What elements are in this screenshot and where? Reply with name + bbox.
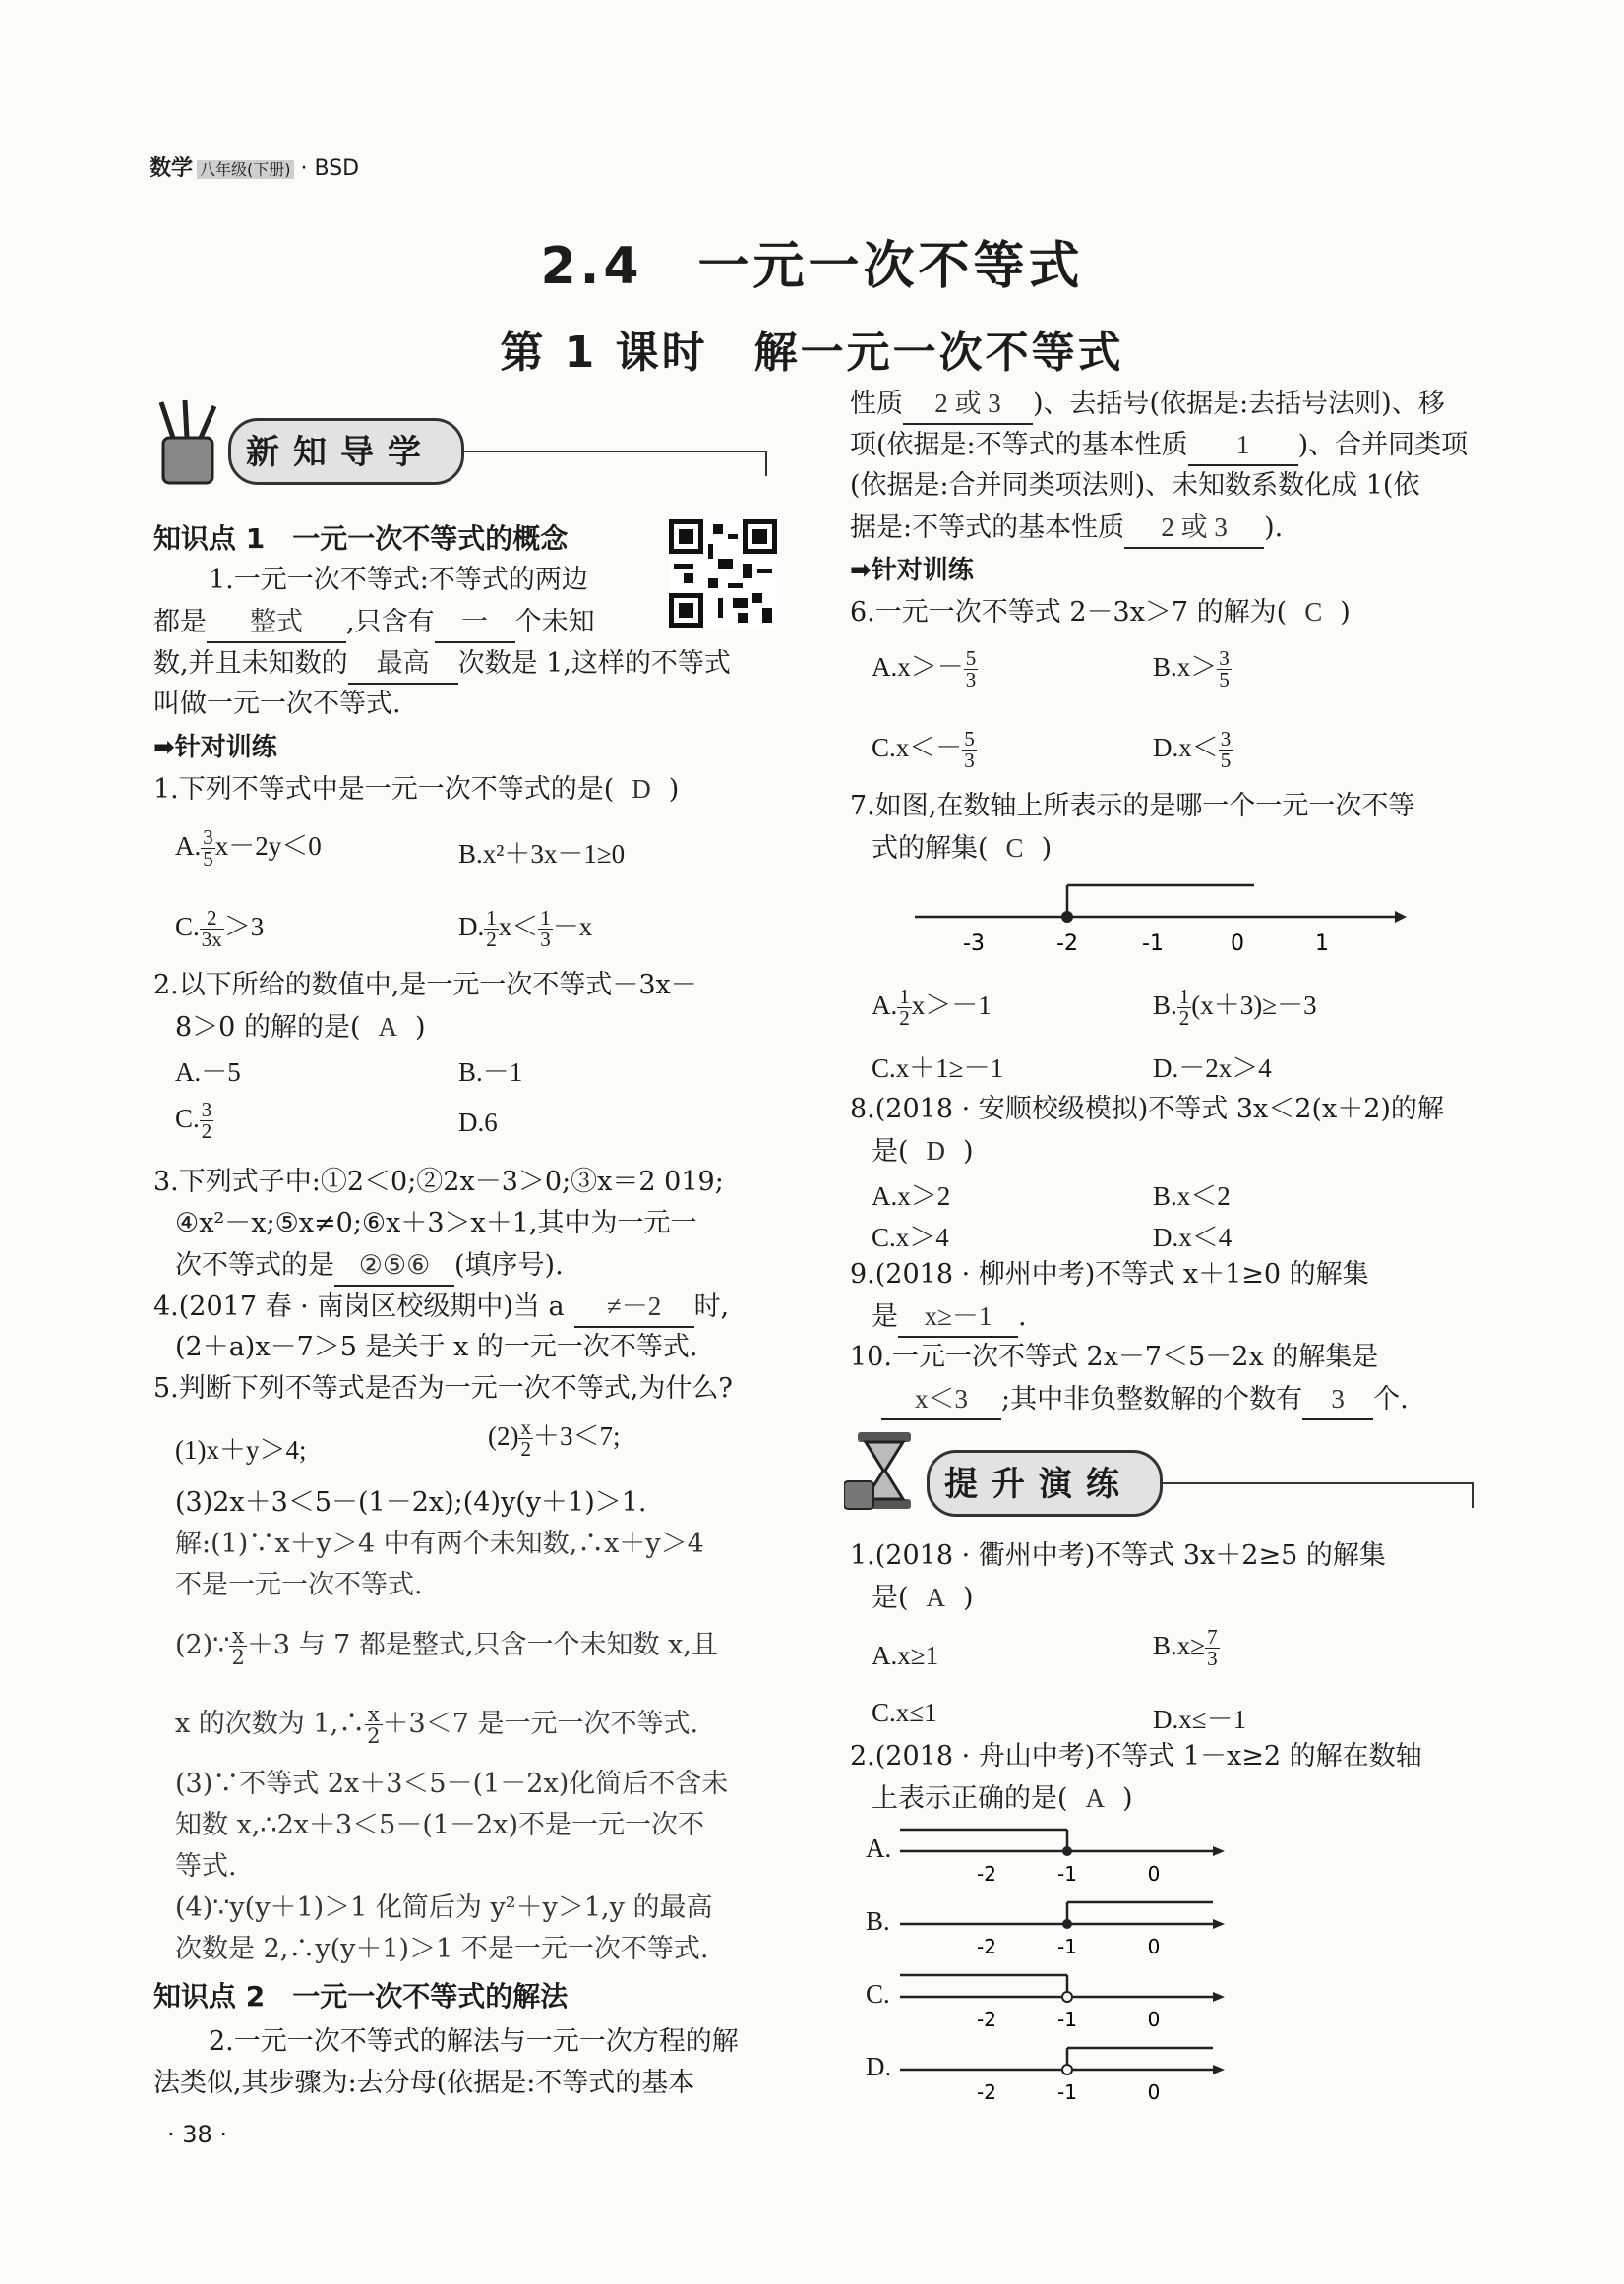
numerator: 5 xyxy=(964,727,975,751)
tick-label: 0 xyxy=(1147,2080,1161,2104)
text: ) xyxy=(414,1012,426,1043)
fraction xyxy=(1205,1627,1220,1669)
tick-label: 1 xyxy=(1315,932,1329,956)
text: ;其中非负整数解的个数有 xyxy=(1001,1384,1303,1414)
q10-stem: 10.一元一次不等式 2x－7＜5－2x 的解集是 xyxy=(850,1342,1379,1372)
denominator: 2 xyxy=(899,1006,910,1031)
t1-option-d: D.x≤－1 xyxy=(1153,1705,1247,1734)
text: (2)∵ xyxy=(175,1630,230,1661)
answer: C xyxy=(1005,833,1024,863)
text: ) xyxy=(963,1583,974,1613)
fraction xyxy=(897,987,912,1029)
t2-option-b-label: B. xyxy=(866,1906,890,1936)
t1-option-b xyxy=(1153,1627,1220,1669)
denominator: 2 xyxy=(1178,1006,1190,1031)
solid-endpoint xyxy=(1061,911,1073,923)
q7-option-d: D.－2x＞4 xyxy=(1153,1053,1272,1083)
text: ) xyxy=(1122,1783,1133,1814)
solid-endpoint xyxy=(1062,1846,1072,1856)
banner-title: 新知导学 xyxy=(246,433,435,472)
denominator: 3x xyxy=(201,928,222,952)
text: 1.一元一次不等式:不等式的两边 xyxy=(209,565,588,595)
q2-stem xyxy=(175,1007,426,1048)
text: A. xyxy=(175,831,202,861)
numerator: 1 xyxy=(1178,985,1190,1009)
q1-option-c xyxy=(175,905,264,950)
q2-stem: 2.以下所给的数值中,是一元一次不等式－3x－ xyxy=(153,970,697,1000)
q7-option-a xyxy=(872,984,992,1029)
t2-number-line-d xyxy=(900,2040,1225,2105)
tick-label: -1 xyxy=(1057,2080,1077,2104)
text: 是( xyxy=(872,1583,909,1613)
numerator: 2 xyxy=(200,908,224,930)
kp2-text: (依据是:合并同类项法则)、未知数系数化成 1(依 xyxy=(850,470,1420,501)
kp1-text: 叫做一元一次不等式. xyxy=(153,689,401,719)
hourglass-icon xyxy=(844,1430,925,1513)
header-grade: 八年级(下册) xyxy=(197,160,294,179)
text: ＞3 xyxy=(223,912,265,941)
fraction xyxy=(1217,648,1232,691)
fraction xyxy=(201,827,215,870)
denominator: 3 xyxy=(964,749,975,773)
tick-label: 0 xyxy=(1147,1935,1161,1958)
q4-stem: (2＋a)x－7＞5 是关于 x 的一元一次不等式. xyxy=(175,1332,698,1362)
text: ). xyxy=(1264,512,1284,543)
text: ) xyxy=(1041,833,1053,864)
q8-stem xyxy=(872,1131,974,1172)
tick-label: -1 xyxy=(1057,1935,1077,1958)
text: 都是 xyxy=(153,607,207,637)
numerator: 3 xyxy=(203,825,213,850)
q7-option-b xyxy=(1153,984,1317,1029)
text: )、去括号(依据是:去括号法则)、移 xyxy=(1033,389,1445,419)
text: 数,并且未知数的 xyxy=(153,648,348,679)
q6-option-d xyxy=(1153,726,1233,771)
tick-label: -2 xyxy=(977,1862,996,1886)
numerator: 5 xyxy=(965,646,977,671)
q3-stem: 3.下列式子中:①2＜0;②2x－3＞0;③x＝2 019; xyxy=(153,1167,724,1197)
tick-label: 0 xyxy=(1231,932,1244,956)
text: 上表示正确的是( xyxy=(872,1783,1068,1814)
q5-solution: 解:(1)∵x＋y＞4 中有两个未知数,∴x＋y＞4 xyxy=(175,1529,704,1559)
fraction xyxy=(200,1100,214,1142)
q5-solution xyxy=(175,1623,718,1670)
answer-blank: ≠－2 xyxy=(574,1287,694,1328)
denominator: 5 xyxy=(203,847,213,872)
text: (填序号). xyxy=(454,1250,564,1281)
text: 6.一元一次不等式 2－3x＞7 的解为( xyxy=(850,597,1288,628)
text: 性质 xyxy=(850,389,903,419)
fraction xyxy=(229,1623,246,1670)
banner-rule-end xyxy=(765,451,767,476)
tick-label: -2 xyxy=(1056,932,1078,956)
t2-number-line-a xyxy=(900,1822,1225,1887)
answer-blank: 2 或 3 xyxy=(903,384,1033,425)
text: 个. xyxy=(1373,1384,1409,1414)
text: (x＋3)≥－3 xyxy=(1191,991,1317,1020)
axis-arrow xyxy=(1213,1919,1225,1929)
q2-option-d: D.6 xyxy=(458,1108,498,1137)
text: 据是:不等式的基本性质 xyxy=(850,512,1125,543)
answer-blank: 1 xyxy=(1188,425,1298,466)
text: A.x＞－ xyxy=(872,652,964,682)
page-number: · 38 · xyxy=(167,2121,228,2148)
numerator: 7 xyxy=(1207,1625,1218,1649)
text: D. xyxy=(458,912,485,941)
text: ＋3＜7 是一元一次不等式. xyxy=(382,1709,699,1740)
denominator: 5 xyxy=(1220,749,1232,773)
fraction xyxy=(1219,729,1233,771)
t2-option-d-label: D. xyxy=(866,2052,892,2081)
numerator: x xyxy=(229,1625,246,1647)
text: x－2y＜0 xyxy=(214,831,322,861)
t2-number-line-c xyxy=(900,1967,1225,2032)
t1-stem xyxy=(872,1578,974,1618)
axis-arrow xyxy=(1213,2065,1225,2074)
text: x＞－1 xyxy=(911,991,992,1020)
kp1-text xyxy=(153,643,731,685)
denominator: 3 xyxy=(540,928,551,952)
tick-label: -2 xyxy=(977,2080,996,2104)
tick-label: -3 xyxy=(963,932,985,956)
tick-label: 0 xyxy=(1147,1862,1161,1886)
q1-option-a xyxy=(175,824,322,870)
q5-solution: (3)∵不等式 2x＋3＜5－(1－2x)化简后不含未 xyxy=(175,1769,729,1799)
numerator: 3 xyxy=(1220,727,1232,751)
answer-blank: ②⑤⑥ xyxy=(334,1245,454,1287)
answer-blank: 整式 xyxy=(207,602,346,643)
q6-option-a xyxy=(872,645,978,691)
training-label: ➡针对训练 xyxy=(153,733,277,762)
answer-blank: 一 xyxy=(435,602,515,643)
text: B. xyxy=(1153,991,1177,1020)
answer: A xyxy=(926,1583,946,1612)
fraction xyxy=(962,729,977,771)
denominator: 2 xyxy=(367,1723,381,1749)
denominator: 3 xyxy=(1207,1647,1218,1671)
text: ,只含有 xyxy=(346,607,435,637)
q5-solution: 不是一元一次不等式. xyxy=(175,1570,423,1600)
text: 时, xyxy=(693,1292,730,1322)
text: B.x≥ xyxy=(1153,1630,1206,1660)
t2-option-a-label: A. xyxy=(866,1833,892,1863)
kp2-text: 2.一元一次不等式的解法与一元一次方程的解 xyxy=(209,2026,739,2057)
text: ＋3＜7; xyxy=(533,1421,621,1451)
q1-option-d xyxy=(458,905,592,950)
q5-items: (3)2x＋3＜5－(1－2x);(4)y(y＋1)＞1. xyxy=(175,1487,647,1518)
q3-stem xyxy=(175,1245,564,1287)
tick-label: -1 xyxy=(1142,932,1164,956)
numerator: 1 xyxy=(540,906,551,931)
q2-option-c xyxy=(175,1100,213,1142)
denominator: 3 xyxy=(965,668,977,692)
banner-rule-end xyxy=(1472,1482,1474,1508)
tick-label: -1 xyxy=(1057,1862,1077,1886)
denominator: 2 xyxy=(231,1645,245,1670)
header-subject: 数学 xyxy=(150,156,194,181)
q6-option-b xyxy=(1153,645,1232,691)
text: (2) xyxy=(488,1421,519,1451)
text: C. xyxy=(175,1103,200,1133)
tick-label: -2 xyxy=(977,1935,996,1958)
text: x＜ xyxy=(498,912,539,941)
answer: A xyxy=(1085,1783,1106,1813)
fraction xyxy=(484,908,499,950)
fraction xyxy=(518,1417,533,1460)
q5-stem: 5.判断下列不等式是否为一元一次不等式,为什么? xyxy=(153,1373,733,1404)
q2-option-b: B.－1 xyxy=(458,1057,523,1087)
banner-rule xyxy=(462,451,767,452)
answer-blank: 3 xyxy=(1302,1379,1373,1420)
q7-number-line xyxy=(915,875,1407,964)
banner-rule xyxy=(1161,1482,1474,1484)
text: 1.下列不等式中是一元一次不等式的是( xyxy=(153,774,615,805)
q10-stem xyxy=(881,1379,1409,1420)
kp2-title: 知识点 2 一元一次不等式的解法 xyxy=(153,1980,569,2013)
text: A. xyxy=(872,991,898,1020)
axis-arrow xyxy=(1213,1846,1225,1856)
numerator: 1 xyxy=(899,985,910,1009)
t2-stem xyxy=(872,1778,1133,1819)
training-label: ➡针对训练 xyxy=(850,556,974,585)
denominator: 5 xyxy=(1219,668,1230,692)
pencil-cup-icon xyxy=(150,398,226,487)
q8-option-c: C.x＞4 xyxy=(872,1223,949,1252)
t2-stem: 2.(2018 · 舟山中考)不等式 1－x≥2 的解在数轴 xyxy=(850,1741,1422,1772)
text: C. xyxy=(175,912,200,941)
q9-stem xyxy=(872,1296,1027,1338)
answer: C xyxy=(1304,597,1323,627)
q4-stem xyxy=(153,1287,729,1328)
answer: D xyxy=(926,1136,946,1166)
text: 是 xyxy=(872,1301,898,1332)
answer: D xyxy=(632,774,651,804)
axis-arrow xyxy=(1395,911,1407,923)
tick-label: 0 xyxy=(1147,2008,1161,2031)
kp2-text xyxy=(850,384,1445,425)
q8-option-d: D.x＜4 xyxy=(1153,1223,1233,1252)
text: 4.(2017 春 · 南岗区校级期中)当 a xyxy=(153,1292,565,1322)
text: . xyxy=(1018,1301,1027,1332)
lesson-title: 第 1 课时 解一元一次不等式 xyxy=(500,328,1124,378)
answer: A xyxy=(378,1012,397,1042)
answer-blank: x＜3 xyxy=(881,1379,1001,1420)
q8-option-a: A.x＞2 xyxy=(872,1181,951,1211)
fraction xyxy=(200,908,224,950)
t1-option-c: C.x≤1 xyxy=(872,1698,937,1727)
qr-code-icon xyxy=(669,519,777,628)
kp2-text xyxy=(850,425,1468,466)
numerator: 3 xyxy=(1219,646,1230,671)
answer-blank: 2 或 3 xyxy=(1124,508,1264,549)
q2-option-a: A.－5 xyxy=(175,1057,241,1087)
answer-blank: x≥－1 xyxy=(898,1296,1018,1338)
q5-solution: (4)∵y(y＋1)＞1 化简后为 y²＋y＞1,y 的最高 xyxy=(175,1893,713,1923)
text: 8＞0 的解的是( xyxy=(175,1012,361,1043)
text: －x xyxy=(552,912,593,941)
t1-option-a: A.x≥1 xyxy=(872,1641,939,1670)
text: 式的解集( xyxy=(872,833,989,864)
tick-label: -2 xyxy=(977,2008,996,2031)
text: B.x＞ xyxy=(1153,652,1218,682)
numerator: x xyxy=(520,1415,532,1440)
denominator: 2 xyxy=(201,1119,212,1144)
q6-option-c xyxy=(872,726,977,771)
fraction xyxy=(1177,987,1192,1029)
text: 个未知 xyxy=(514,607,595,637)
q8-option-b: B.x＜2 xyxy=(1153,1181,1231,1211)
q5-item-2 xyxy=(488,1414,621,1460)
running-header xyxy=(150,150,359,190)
kp1-text xyxy=(153,602,595,643)
text: ) xyxy=(1340,597,1351,628)
hollow-endpoint xyxy=(1062,2065,1072,2074)
fraction xyxy=(365,1702,382,1749)
q1-option-b: B.x²＋3x－1≥0 xyxy=(458,839,626,869)
numerator: 1 xyxy=(486,906,497,931)
q5-solution: 次数是 2,∴y(y＋1)＞1 不是一元一次不等式. xyxy=(175,1934,709,1964)
q5-solution: 等式. xyxy=(175,1851,237,1882)
text: D.x＜ xyxy=(1153,733,1219,762)
fraction xyxy=(538,908,553,950)
text: 次不等式的是 xyxy=(175,1250,334,1281)
text: 次数是 1,这样的不等式 xyxy=(457,648,731,679)
text: ＋3 与 7 都是整式,只含一个未知数 x,且 xyxy=(246,1630,718,1661)
t2-number-line-b xyxy=(900,1894,1225,1959)
q6-stem xyxy=(850,592,1351,632)
kp1-title: 知识点 1 一元一次不等式的概念 xyxy=(153,522,569,555)
denominator: 2 xyxy=(486,928,497,952)
denominator: 2 xyxy=(520,1437,532,1462)
text: )、合并同类项 xyxy=(1297,430,1469,460)
numerator: x xyxy=(365,1704,382,1725)
text: ) xyxy=(668,774,680,805)
header-edition: · BSD xyxy=(300,156,360,181)
section-title: 2.4 一元一次不等式 xyxy=(540,237,1084,296)
tick-label: -1 xyxy=(1057,2008,1077,2031)
answer-blank: 最高 xyxy=(348,643,458,685)
text: ) xyxy=(963,1136,974,1167)
q3-stem: ④x²－x;⑤x≠0;⑥x＋3＞x＋1,其中为一元一 xyxy=(175,1208,697,1238)
banner-title: 提升演练 xyxy=(944,1465,1133,1504)
fraction xyxy=(964,648,979,691)
q5-solution xyxy=(175,1702,699,1749)
kp2-text: 法类似,其步骤为:去分母(依据是:不等式的基本 xyxy=(153,2068,695,2098)
kp2-text xyxy=(850,508,1283,549)
axis-arrow xyxy=(1213,1992,1225,2002)
t2-option-c-label: C. xyxy=(866,1979,890,2009)
q7-option-c: C.x＋1≥－1 xyxy=(872,1053,1004,1083)
q7-stem: 7.如图,在数轴上所表示的是哪一个一元一次不等 xyxy=(850,791,1415,821)
hollow-endpoint xyxy=(1062,1992,1072,2002)
q8-stem: 8.(2018 · 安顺校级模拟)不等式 3x＜2(x＋2)的解 xyxy=(850,1094,1444,1124)
text: x 的次数为 1,∴ xyxy=(175,1709,366,1740)
q7-stem xyxy=(872,828,1052,869)
solid-endpoint xyxy=(1062,1919,1072,1929)
q1-stem xyxy=(153,769,679,810)
text: C.x＜－ xyxy=(872,733,963,762)
q5-item-1: (1)x＋y＞4; xyxy=(175,1435,307,1465)
t1-stem: 1.(2018 · 衢州中考)不等式 3x＋2≥5 的解集 xyxy=(850,1540,1386,1571)
q9-stem: 9.(2018 · 柳州中考)不等式 x＋1≥0 的解集 xyxy=(850,1259,1369,1290)
text: 项(依据是:不等式的基本性质 xyxy=(850,430,1188,460)
text: 是( xyxy=(872,1136,909,1167)
kp1-text xyxy=(209,561,588,600)
numerator: 3 xyxy=(201,1098,212,1121)
q5-solution: 知数 x,∴2x＋3＜5－(1－2x)不是一元一次不 xyxy=(175,1810,704,1840)
